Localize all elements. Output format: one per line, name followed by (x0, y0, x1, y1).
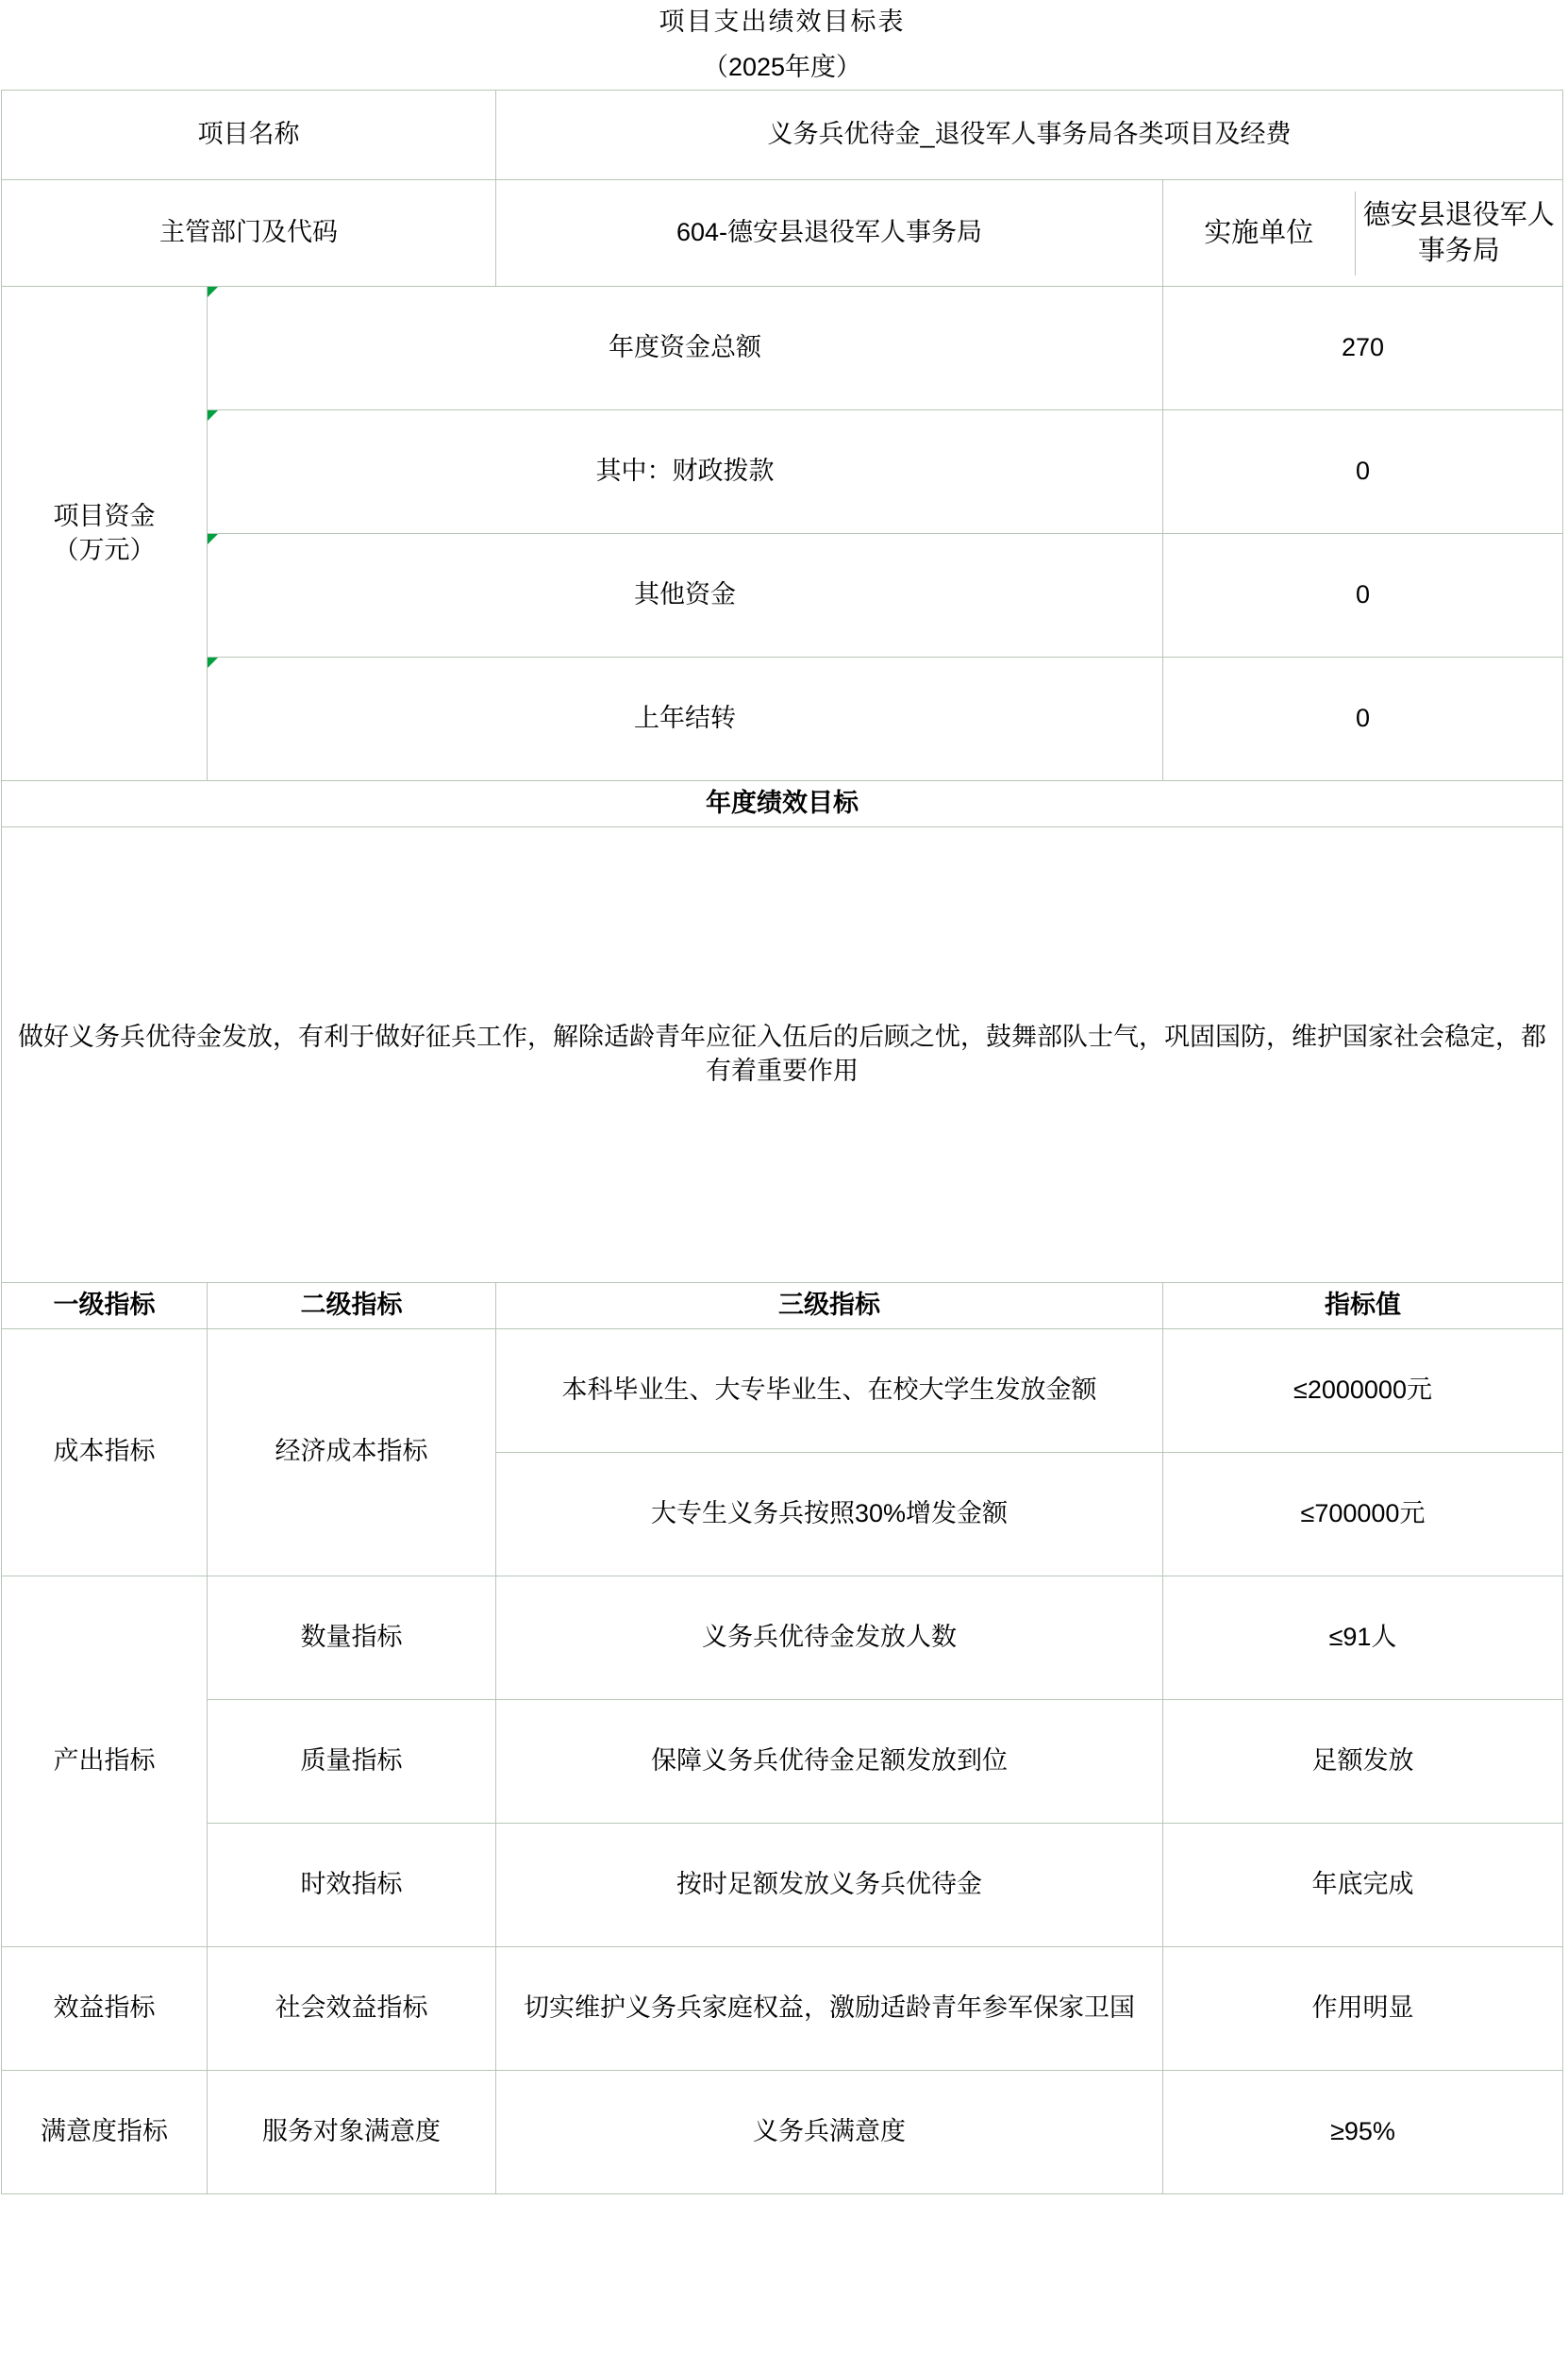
table-row (2, 1699, 1563, 1823)
level3-text: 义务兵满意度 (496, 2070, 1163, 2193)
performance-goal-table (1, 0, 1563, 2194)
level1-satisfaction: 满意度指标 (2, 2070, 208, 2193)
project-name-row (2, 91, 1563, 180)
fund-row-0 (2, 287, 1563, 410)
level2-service-satisfaction: 服务对象满意度 (208, 2070, 496, 2193)
level3-text: 义务兵优待金发放人数 (496, 1576, 1163, 1699)
level1-output: 产出指标 (2, 1576, 208, 1946)
annual-goal-header: 年度绩效目标 (2, 781, 1563, 827)
indicator-header-level1: 一级指标 (2, 1282, 208, 1328)
table-row (2, 1328, 1563, 1452)
level2-social-benefit: 社会效益指标 (208, 1946, 496, 2070)
fund-row-3 (2, 658, 1563, 781)
unit-group (1163, 180, 1563, 287)
level2-quantity: 数量指标 (208, 1576, 496, 1699)
level2-economic-cost: 经济成本指标 (208, 1328, 496, 1576)
indicator-value: 年底完成 (1163, 1823, 1563, 1946)
fund-name-2: 其他资金 (208, 534, 1163, 658)
annual-goal-body-row (2, 826, 1563, 1282)
indicator-value: 足额发放 (1163, 1699, 1563, 1823)
level1-cost: 成本指标 (2, 1328, 208, 1576)
indicator-value: 作用明显 (1163, 1946, 1563, 2070)
fund-value-0: 270 (1163, 287, 1563, 410)
project-name-label: 项目名称 (2, 91, 496, 180)
level3-text: 按时足额发放义务兵优待金 (496, 1823, 1163, 1946)
page-title: 项目支出绩效目标表 (659, 8, 906, 36)
fund-name-1: 其中：财政拨款 (208, 410, 1163, 534)
title-row (2, 0, 1563, 45)
indicator-header-level3: 三级指标 (496, 1282, 1163, 1328)
annual-goal-header-row (2, 781, 1563, 827)
dept-row (2, 180, 1563, 287)
level2-timeliness: 时效指标 (208, 1823, 496, 1946)
level3-text: 切实维护义务兵家庭权益，激励适龄青年参军保家卫国 (496, 1946, 1163, 2070)
fund-name-0: 年度资金总额 (208, 287, 1163, 410)
dept-value: 604-德安县退役军人事务局 (496, 180, 1163, 287)
fund-value-1: 0 (1163, 410, 1563, 534)
indicator-value: ≤91人 (1163, 1576, 1563, 1699)
funds-label-line2: （万元） (53, 535, 156, 564)
fund-row-2 (2, 534, 1563, 658)
indicator-header-value: 指标值 (1163, 1282, 1563, 1328)
indicator-value: ≤700000元 (1163, 1452, 1563, 1576)
indicator-header-row (2, 1282, 1563, 1328)
fund-name-3: 上年结转 (208, 658, 1163, 781)
dept-label: 主管部门及代码 (2, 180, 496, 287)
level3-text: 本科毕业生、大专毕业生、在校大学生发放金额 (496, 1328, 1163, 1452)
table-row (2, 1576, 1563, 1699)
indicator-header-level2: 二级指标 (208, 1282, 496, 1328)
unit-label: 实施单位 (1163, 192, 1355, 275)
level2-quality: 质量指标 (208, 1699, 496, 1823)
table-row (2, 1823, 1563, 1946)
level1-benefit: 效益指标 (2, 1946, 208, 2070)
table-row (2, 1946, 1563, 2070)
fund-value-2: 0 (1163, 534, 1563, 658)
indicator-value: ≤2000000元 (1163, 1328, 1563, 1452)
fund-row-1 (2, 410, 1563, 534)
level3-text: 保障义务兵优待金足额发放到位 (496, 1699, 1163, 1823)
table-row (2, 2070, 1563, 2193)
annual-goal-text: 做好义务兵优待金发放，有利于做好征兵工作，解除适龄青年应征入伍后的后顾之忧，鼓舞部队士气，巩固国防，维护国家社会稳定，都有着重要作用 (2, 826, 1563, 1282)
indicator-value: ≥95% (1163, 2070, 1563, 2193)
unit-value: 德安县退役军人事务局 (1362, 199, 1555, 267)
funds-label (2, 287, 208, 781)
funds-label-line1: 项目资金 (53, 502, 156, 531)
level3-text: 大专生义务兵按照30%增发金额 (496, 1452, 1163, 1576)
page-subtitle: （2025年度） (702, 52, 862, 81)
project-name-value: 义务兵优待金_退役军人事务局各类项目及经费 (496, 91, 1563, 180)
fund-value-3: 0 (1163, 658, 1563, 781)
subtitle-row (2, 45, 1563, 91)
